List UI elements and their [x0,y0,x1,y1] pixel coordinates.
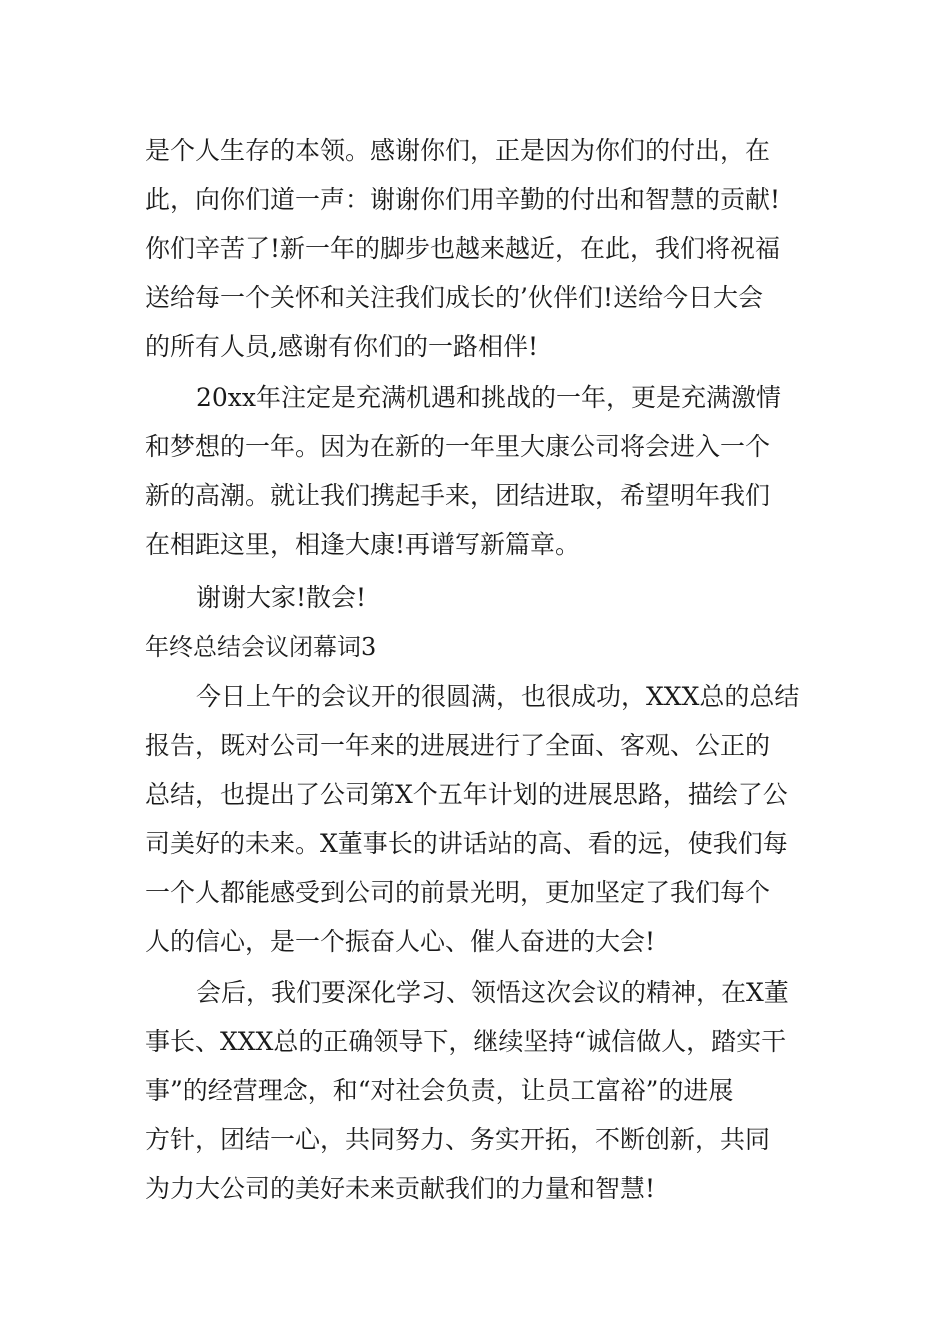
paragraph-line: 为力大公司的美好未来贡献我们的力量和智慧! [145,1174,656,1203]
paragraph-line: 谢谢大家!散会! [196,583,367,612]
paragraph-line: 在相距这里，相逢大康!再谱写新篇章。 [145,530,581,559]
paragraph-line: 此，向你们道一声：谢谢你们用辛勤的付出和智慧的贡献! [145,185,781,214]
paragraph-line: 司美好的未来。X董事长的讲话站的高、看的远，使我们每 [145,829,788,858]
paragraph-line: 总结，也提出了公司第X个五年计划的进展思路，描绘了公 [145,780,788,809]
paragraph-line: 一个人都能感受到公司的前景光明，更加坚定了我们每个 [145,878,771,907]
paragraph-line: 送给每一个关怀和关注我们成长的’伙伴们!送给今日大会 [145,283,763,312]
paragraph-line: 人的信心，是一个振奋人心、催人奋进的大会! [145,927,656,956]
paragraph-line: 方针，团结一心，共同努力、务实开拓，不断创新，共同 [145,1125,771,1154]
section-heading: 年终总结会议闭幕词3 [145,633,377,661]
paragraph-line: 的所有人员,感谢有你们的一路相伴! [145,332,538,361]
paragraph-line: 新的高潮。就让我们携起手来，团结进取，希望明年我们 [145,481,771,510]
paragraph-line: 20xx年注定是充满机遇和挑战的一年，更是充满激情 [196,383,782,412]
paragraph-line: 报告，既对公司一年来的进展进行了全面、客观、公正的 [145,731,771,760]
paragraph-line: 事长、XXX总的正确领导下，继续坚持“诚信做人，踏实干 [145,1027,787,1056]
paragraph-line: 和梦想的一年。因为在新的一年里大康公司将会进入一个 [145,432,771,461]
paragraph-line: 是个人生存的本领。感谢你们，正是因为你们的付出，在 [145,136,771,165]
paragraph-line: 今日上午的会议开的很圆满，也很成功，XXX总的总结 [196,682,800,711]
paragraph-line: 事”的经营理念，和“对社会负责，让员工富裕”的进展 [145,1076,734,1105]
paragraph-line: 你们辛苦了!新一年的脚步也越来越近，在此，我们将祝福 [145,234,781,263]
paragraph-line: 会后，我们要深化学习、领悟这次会议的精神，在X董 [196,978,789,1007]
